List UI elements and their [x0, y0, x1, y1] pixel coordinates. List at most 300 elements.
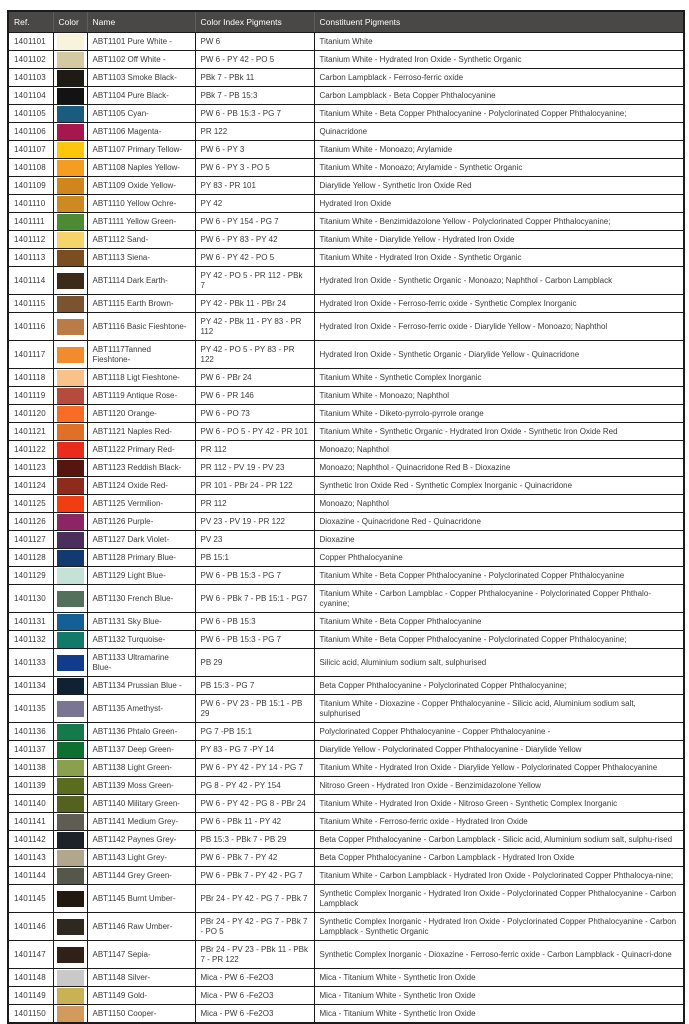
paint-name: ABT1106 Magenta- — [87, 123, 195, 141]
ref-number: 1401124 — [8, 477, 53, 495]
ref-number: 1401116 — [8, 313, 53, 341]
paint-name: ABT1138 Light Green- — [87, 759, 195, 777]
color-swatch-cell — [53, 313, 87, 341]
color-swatch-cell — [53, 649, 87, 677]
paint-name: ABT1119 Antique Rose- — [87, 387, 195, 405]
ref-number: 1401125 — [8, 495, 53, 513]
color-index-pigments: PR 101 - PBr 24 - PR 122 — [195, 477, 314, 495]
ref-number: 1401123 — [8, 459, 53, 477]
color-swatch-cell — [53, 831, 87, 849]
ref-number: 1401110 — [8, 195, 53, 213]
color-swatch — [57, 232, 84, 248]
color-index-pigments: PW 6 - PBk 7 - PY 42 - PG 7 — [195, 867, 314, 885]
color-swatch — [57, 370, 84, 386]
table-row — [8, 313, 684, 341]
header-color: Color — [53, 11, 87, 33]
constituent-pigments: Titanium White - Beta Copper Phthalocyanine - Polyclorinated Copper Phthalocyanine — [314, 567, 684, 585]
color-index-pigments: PW 6 — [195, 33, 314, 51]
ref-number: 1401112 — [8, 231, 53, 249]
paint-name: ABT1150 Cooper- — [87, 1005, 195, 1024]
paint-name: ABT1116 Basic Fieshtone- — [87, 313, 195, 341]
paint-name: ABT1145 Burnt Umber- — [87, 885, 195, 913]
table-row — [8, 51, 684, 69]
paint-name: ABT1120 Orange- — [87, 405, 195, 423]
paint-name: ABT1109 Oxide Yellow- — [87, 177, 195, 195]
color-index-pigments: PW 6 - PY 154 - PG 7 — [195, 213, 314, 231]
color-swatch — [57, 70, 84, 86]
constituent-pigments: Titanium White - Hydrated Iron Oxide - Synthetic Organic — [314, 249, 684, 267]
table-row — [8, 369, 684, 387]
ref-number: 1401120 — [8, 405, 53, 423]
color-swatch — [57, 514, 84, 530]
color-index-pigments: PW 6 - PBr 24 — [195, 369, 314, 387]
ref-number: 1401142 — [8, 831, 53, 849]
ref-number: 1401107 — [8, 141, 53, 159]
color-swatch — [57, 496, 84, 512]
paint-name: ABT1147 Sepia- — [87, 941, 195, 969]
table-row — [8, 1005, 684, 1024]
color-index-pigments: PR 122 — [195, 123, 314, 141]
color-swatch-cell — [53, 677, 87, 695]
color-index-pigments: PW 6 - PBk 11 - PY 42 — [195, 813, 314, 831]
constituent-pigments: Titanium White - Carbon Lampblac - Copper Phthalocyanine - Polyclorinated Copper Phthalo-cyanine; — [314, 585, 684, 613]
color-swatch-cell — [53, 885, 87, 913]
color-swatch-cell — [53, 459, 87, 477]
color-swatch-cell — [53, 405, 87, 423]
paint-name: ABT1126 Purple- — [87, 513, 195, 531]
table-header — [8, 11, 684, 33]
color-swatch-cell — [53, 159, 87, 177]
color-swatch-cell — [53, 631, 87, 649]
ref-number: 1401132 — [8, 631, 53, 649]
color-swatch — [57, 891, 84, 907]
ref-number: 1401117 — [8, 341, 53, 369]
color-swatch — [57, 424, 84, 440]
paint-name: ABT1134 Prussian Blue - — [87, 677, 195, 695]
color-index-pigments: PW 6 - PY 3 — [195, 141, 314, 159]
constituent-pigments: Titanium White - Monoazo; Arylamide - Synthetic Organic — [314, 159, 684, 177]
color-swatch — [57, 106, 84, 122]
paint-name: ABT1111 Yellow Green- — [87, 213, 195, 231]
constituent-pigments: Hydrated Iron Oxide - Ferroso-ferric oxide - Synthetic Complex Inorganic — [314, 295, 684, 313]
color-swatch — [57, 832, 84, 848]
color-index-pigments: PV 23 — [195, 531, 314, 549]
constituent-pigments: Titanium White - Hydrated Iron Oxide - Nitroso Green - Synthetic Complex Inorganic — [314, 795, 684, 813]
color-swatch-cell — [53, 495, 87, 513]
constituent-pigments: Mica - Titanium White - Synthetic Iron Oxide — [314, 987, 684, 1005]
color-swatch — [57, 568, 84, 584]
color-swatch-cell — [53, 777, 87, 795]
table-row — [8, 387, 684, 405]
color-swatch-cell — [53, 723, 87, 741]
paint-name: ABT1139 Moss Green- — [87, 777, 195, 795]
color-index-pigments: PW 6 - PY 3 - PO 5 — [195, 159, 314, 177]
ref-number: 1401102 — [8, 51, 53, 69]
color-swatch-cell — [53, 795, 87, 813]
color-index-pigments: PW 6 - PB 15:3 - PG 7 — [195, 631, 314, 649]
constituent-pigments: Copper Phthalocyanine — [314, 549, 684, 567]
constituent-pigments: Titanium White - Monoazo; Arylamide — [314, 141, 684, 159]
ref-number: 1401135 — [8, 695, 53, 723]
ref-number: 1401122 — [8, 441, 53, 459]
paint-name: ABT1129 Light Blue- — [87, 567, 195, 585]
constituent-pigments: Silicic acid, Aluminium sodium salt, sulphurised — [314, 649, 684, 677]
color-swatch — [57, 347, 84, 363]
ref-number: 1401146 — [8, 913, 53, 941]
color-swatch-cell — [53, 477, 87, 495]
color-swatch-cell — [53, 695, 87, 723]
color-swatch-cell — [53, 177, 87, 195]
ref-number: 1401145 — [8, 885, 53, 913]
table-row — [8, 105, 684, 123]
ref-number: 1401105 — [8, 105, 53, 123]
paint-name: ABT1101 Pure White - — [87, 33, 195, 51]
table-row — [8, 295, 684, 313]
ref-number: 1401106 — [8, 123, 53, 141]
header-name: Name — [87, 11, 195, 33]
paint-name: ABT1127 Dark Violet- — [87, 531, 195, 549]
color-swatch-cell — [53, 969, 87, 987]
color-swatch-cell — [53, 987, 87, 1005]
color-swatch — [57, 591, 84, 607]
color-swatch-cell — [53, 585, 87, 613]
constituent-pigments: Carbon Lampblack - Ferroso-ferric oxide — [314, 69, 684, 87]
table-row — [8, 813, 684, 831]
table-row — [8, 423, 684, 441]
table-row — [8, 941, 684, 969]
paint-name: ABT1128 Primary Blue- — [87, 549, 195, 567]
color-index-pigments: PBr 24 - PY 42 - PG 7 - PBk 7 — [195, 885, 314, 913]
color-swatch — [57, 778, 84, 794]
color-swatch — [57, 319, 84, 335]
table-row — [8, 123, 684, 141]
paint-name: ABT1121 Naples Red- — [87, 423, 195, 441]
ref-number: 1401111 — [8, 213, 53, 231]
color-index-pigments: PY 42 - PBk 11 - PY 83 - PR 112 — [195, 313, 314, 341]
paint-name: ABT1144 Grey Green- — [87, 867, 195, 885]
color-index-pigments: PY 42 - PBk 11 - PBr 24 — [195, 295, 314, 313]
paint-name: ABT1117Tanned Fieshtone- — [87, 341, 195, 369]
color-index-pigments: PG 7 -PB 15:1 — [195, 723, 314, 741]
paint-name: ABT1132 Turquoise- — [87, 631, 195, 649]
table-row — [8, 795, 684, 813]
table-row — [8, 831, 684, 849]
ref-number: 1401109 — [8, 177, 53, 195]
color-swatch — [57, 742, 84, 758]
table-row — [8, 759, 684, 777]
paint-name: ABT1143 Light Grey- — [87, 849, 195, 867]
table-row — [8, 987, 684, 1005]
paint-name: ABT1131 Sky Blue- — [87, 613, 195, 631]
color-swatch — [57, 52, 84, 68]
ref-number: 1401108 — [8, 159, 53, 177]
color-index-pigments: PBk 7 - PB 15:3 — [195, 87, 314, 105]
color-swatch — [57, 850, 84, 866]
paint-name: ABT1107 Primary Tellow- — [87, 141, 195, 159]
color-swatch-cell — [53, 759, 87, 777]
color-index-pigments: PW 6 - PB 15:3 — [195, 613, 314, 631]
constituent-pigments: Diarylide Yellow - Polyclorinated Copper Phthalocyanine - Diarylide Yellow — [314, 741, 684, 759]
color-swatch-cell — [53, 87, 87, 105]
paint-name: ABT1123 Reddish Black- — [87, 459, 195, 477]
ref-number: 1401104 — [8, 87, 53, 105]
paint-name: ABT1146 Raw Umber- — [87, 913, 195, 941]
constituent-pigments: Titanium White - Diketo-pyrrolo-pyrrole orange — [314, 405, 684, 423]
table-row — [8, 267, 684, 295]
color-swatch — [57, 460, 84, 476]
color-index-pigments: PBr 24 - PY 42 - PG 7 - PBk 7 - PO 5 — [195, 913, 314, 941]
table-row — [8, 405, 684, 423]
ref-number: 1401119 — [8, 387, 53, 405]
color-swatch-cell — [53, 267, 87, 295]
color-swatch-cell — [53, 741, 87, 759]
table-row — [8, 867, 684, 885]
color-swatch — [57, 988, 84, 1004]
ref-number: 1401115 — [8, 295, 53, 313]
color-index-pigments: Mica - PW 6 -Fe2O3 — [195, 987, 314, 1005]
color-swatch — [57, 442, 84, 458]
constituent-pigments: Titanium White - Diarylide Yellow - Hydrated Iron Oxide — [314, 231, 684, 249]
paint-name: ABT1125 Vermilion- — [87, 495, 195, 513]
paint-name: ABT1136 Phtalo Green- — [87, 723, 195, 741]
table-row — [8, 159, 684, 177]
constituent-pigments: Titanium White - Beta Copper Phthalocyanine - Polyclorinated Copper Phthalocyanine; — [314, 631, 684, 649]
table-row — [8, 441, 684, 459]
constituent-pigments: Beta Copper Phthalocyanine - Carbon Lampblack - Hydrated Iron Oxide — [314, 849, 684, 867]
color-index-pigments: PW 6 - PV 23 - PB 15:1 - PB 29 — [195, 695, 314, 723]
table-row — [8, 495, 684, 513]
table-body — [8, 33, 684, 1024]
ref-number: 1401131 — [8, 613, 53, 631]
ref-number: 1401127 — [8, 531, 53, 549]
ref-number: 1401134 — [8, 677, 53, 695]
ref-number: 1401150 — [8, 1005, 53, 1024]
color-swatch — [57, 124, 84, 140]
constituent-pigments: Titanium White - Monoazo; Naphthol — [314, 387, 684, 405]
ref-number: 1401129 — [8, 567, 53, 585]
color-swatch-cell — [53, 531, 87, 549]
ref-number: 1401144 — [8, 867, 53, 885]
ref-number: 1401138 — [8, 759, 53, 777]
color-index-pigments: PR 112 - PV 19 - PV 23 — [195, 459, 314, 477]
color-index-pigments: PW 6 - PY 42 - PO 5 — [195, 51, 314, 69]
color-swatch-cell — [53, 51, 87, 69]
ref-number: 1401136 — [8, 723, 53, 741]
color-swatch-cell — [53, 423, 87, 441]
paint-name: ABT1102 Off White - — [87, 51, 195, 69]
constituent-pigments: Carbon Lampblack - Beta Copper Phthalocyanine — [314, 87, 684, 105]
constituent-pigments: Hydrated Iron Oxide — [314, 195, 684, 213]
color-index-pigments: PW 6 - PY 42 - PY 14 - PG 7 — [195, 759, 314, 777]
table-row — [8, 195, 684, 213]
color-index-pigments: PW 6 - PBk 7 - PY 42 — [195, 849, 314, 867]
color-swatch — [57, 614, 84, 630]
table-row — [8, 695, 684, 723]
constituent-pigments: Polyclorinated Copper Phthalocyanine - Copper Phthalocyanine - — [314, 723, 684, 741]
constituent-pigments: Synthetic Iron Oxide Red - Synthetic Complex Inorganic - Quinacridone — [314, 477, 684, 495]
color-swatch-cell — [53, 33, 87, 51]
table-row — [8, 213, 684, 231]
constituent-pigments: Hydrated Iron Oxide - Synthetic Organic - Diarylide Yellow - Quinacridone — [314, 341, 684, 369]
color-swatch — [57, 532, 84, 548]
color-swatch-cell — [53, 1005, 87, 1024]
color-index-pigments: PR 112 — [195, 495, 314, 513]
color-swatch — [57, 724, 84, 740]
color-swatch-cell — [53, 813, 87, 831]
color-swatch — [57, 868, 84, 884]
color-swatch — [57, 632, 84, 648]
color-swatch — [57, 478, 84, 494]
header-constituent-pigments: Constituent Pigments — [314, 11, 684, 33]
color-index-pigments: PG 8 - PY 42 - PY 154 — [195, 777, 314, 795]
paint-name: ABT1105 Cyan- — [87, 105, 195, 123]
paint-name: ABT1124 Oxide Red- — [87, 477, 195, 495]
constituent-pigments: Diarylide Yellow - Synthetic Iron Oxide Red — [314, 177, 684, 195]
color-swatch-cell — [53, 295, 87, 313]
ref-number: 1401103 — [8, 69, 53, 87]
color-swatch — [57, 296, 84, 312]
color-index-pigments: PW 6 - PR 146 — [195, 387, 314, 405]
paint-name: ABT1113 Siena- — [87, 249, 195, 267]
ref-number: 1401147 — [8, 941, 53, 969]
table-row — [8, 649, 684, 677]
color-swatch-cell — [53, 213, 87, 231]
color-swatch-cell — [53, 867, 87, 885]
table-row — [8, 741, 684, 759]
color-index-pigments: PW 6 - PB 15:3 - PG 7 — [195, 105, 314, 123]
color-swatch-cell — [53, 195, 87, 213]
paint-name: ABT1118 Ligt Fieshtone- — [87, 369, 195, 387]
table-row — [8, 585, 684, 613]
constituent-pigments: Monoazo; Naphthol — [314, 441, 684, 459]
constituent-pigments: Titanium White - Carbon Lampblack - Hydrated Iron Oxide - Polyclorinated Copper Phthalocya-nine; — [314, 867, 684, 885]
constituent-pigments: Titanium White - Hydrated Iron Oxide - Diarylide Yellow - Polyclorinated Copper Phthalocyanine — [314, 759, 684, 777]
header-ref: Ref. — [8, 11, 53, 33]
ref-number: 1401126 — [8, 513, 53, 531]
color-index-pigments: PW 6 - PY 42 - PG 8 - PBr 24 — [195, 795, 314, 813]
constituent-pigments: Titanium White - Ferroso-ferric oxide - Hydrated Iron Oxide — [314, 813, 684, 831]
ref-number: 1401133 — [8, 649, 53, 677]
color-swatch-cell — [53, 513, 87, 531]
paint-name: ABT1115 Earth Brown- — [87, 295, 195, 313]
table-row — [8, 677, 684, 695]
paint-name: ABT1130 French Blue- — [87, 585, 195, 613]
color-swatch — [57, 388, 84, 404]
header-color-index-pigments: Color Index Pigments — [195, 11, 314, 33]
color-swatch — [57, 142, 84, 158]
table-row — [8, 477, 684, 495]
table-row — [8, 513, 684, 531]
color-swatch-cell — [53, 567, 87, 585]
constituent-pigments: Titanium White - Beta Copper Phthalocyanine — [314, 613, 684, 631]
color-swatch-cell — [53, 441, 87, 459]
color-swatch-cell — [53, 369, 87, 387]
constituent-pigments: Dioxazine - Quinacridone Red - Quinacridone — [314, 513, 684, 531]
color-swatch — [57, 796, 84, 812]
table-row — [8, 885, 684, 913]
paint-name: ABT1141 Medium Grey- — [87, 813, 195, 831]
table-row — [8, 141, 684, 159]
ref-number: 1401101 — [8, 33, 53, 51]
table-row — [8, 459, 684, 477]
ref-number: 1401141 — [8, 813, 53, 831]
table-row — [8, 341, 684, 369]
constituent-pigments: Synthetic Complex Inorganic - Hydrated Iron Oxide - Polyclorinated Copper Phthalocyanine - Carbon Lampblack — [314, 885, 684, 913]
color-swatch — [57, 760, 84, 776]
color-index-pigments: PY 42 - PO 5 - PY 83 - PR 122 — [195, 341, 314, 369]
constituent-pigments: Dioxazine — [314, 531, 684, 549]
ref-number: 1401143 — [8, 849, 53, 867]
color-swatch-cell — [53, 941, 87, 969]
constituent-pigments: Nitroso Green - Hydrated Iron Oxide - Benzimidazolone Yellow — [314, 777, 684, 795]
table-row — [8, 549, 684, 567]
table-row — [8, 33, 684, 51]
constituent-pigments: Titanium White - Benzimidazolone Yellow - Polyclorinated Copper Phthalocyanine; — [314, 213, 684, 231]
constituent-pigments: Titanium White - Hydrated Iron Oxide - Synthetic Organic — [314, 51, 684, 69]
color-swatch-cell — [53, 549, 87, 567]
table-row — [8, 69, 684, 87]
color-swatch — [57, 196, 84, 212]
constituent-pigments: Hydrated Iron Oxide - Synthetic Organic - Monoazo; Naphthol - Carbon Lampblack — [314, 267, 684, 295]
color-index-pigments: PW 6 - PO 73 — [195, 405, 314, 423]
paint-name: ABT1137 Deep Green- — [87, 741, 195, 759]
table-row — [8, 231, 684, 249]
table-row — [8, 87, 684, 105]
color-index-pigments: PW 6 - PBk 7 - PB 15:1 - PG7 — [195, 585, 314, 613]
color-swatch-cell — [53, 849, 87, 867]
constituent-pigments: Titanium White - Synthetic Organic - Hydrated Iron Oxide - Synthetic Iron Oxide Red — [314, 423, 684, 441]
color-swatch — [57, 34, 84, 50]
constituent-pigments: Beta Copper Phthalocyanine - Polyclorinated Copper Phthalocyanine; — [314, 677, 684, 695]
color-index-pigments: PB 15:3 - PBk 7 - PB 29 — [195, 831, 314, 849]
color-swatch — [57, 550, 84, 566]
constituent-pigments: Titanium White - Synthetic Complex Inorganic — [314, 369, 684, 387]
constituent-pigments: Synthetic Complex Inorganic - Dioxazine - Ferroso-ferric oxide - Carbon Lampblack - Quinacri-done — [314, 941, 684, 969]
table-row — [8, 249, 684, 267]
color-index-pigments: PB 15:3 - PG 7 — [195, 677, 314, 695]
paint-name: ABT1133 Ultramarine Blue- — [87, 649, 195, 677]
table-row — [8, 849, 684, 867]
constituent-pigments: Titanium White — [314, 33, 684, 51]
color-index-pigments: PW 6 - PO 5 - PY 42 - PR 101 — [195, 423, 314, 441]
color-swatch — [57, 88, 84, 104]
table-row — [8, 723, 684, 741]
color-index-pigments: Mica - PW 6 -Fe2O3 — [195, 969, 314, 987]
color-index-pigments: PW 6 - PY 42 - PO 5 — [195, 249, 314, 267]
color-swatch — [57, 178, 84, 194]
ref-number: 1401113 — [8, 249, 53, 267]
constituent-pigments: Mica - Titanium White - Synthetic Iron Oxide — [314, 1005, 684, 1024]
table-row — [8, 531, 684, 549]
constituent-pigments: Hydrated Iron Oxide - Ferroso-ferric oxide - Diarylide Yellow - Monoazo; Naphthol — [314, 313, 684, 341]
color-swatch-cell — [53, 105, 87, 123]
color-swatch-cell — [53, 613, 87, 631]
pigment-table — [7, 10, 685, 1024]
color-swatch-cell — [53, 387, 87, 405]
color-swatch — [57, 701, 84, 717]
color-index-pigments: PY 83 - PG 7 -PY 14 — [195, 741, 314, 759]
color-swatch — [57, 160, 84, 176]
color-index-pigments: PBk 7 - PBk 11 — [195, 69, 314, 87]
constituent-pigments: Titanium White - Dioxazine - Copper Phthalocyanine - Silicic acid, Aluminium sodium salt, sulphurised — [314, 695, 684, 723]
table-row — [8, 567, 684, 585]
color-swatch-cell — [53, 231, 87, 249]
color-swatch-cell — [53, 123, 87, 141]
paint-name: ABT1112 Sand- — [87, 231, 195, 249]
constituent-pigments: Monoazo; Naphthol - Quinacridone Red B - Dioxazine — [314, 459, 684, 477]
ref-number: 1401149 — [8, 987, 53, 1005]
paint-name: ABT1149 Gold- — [87, 987, 195, 1005]
